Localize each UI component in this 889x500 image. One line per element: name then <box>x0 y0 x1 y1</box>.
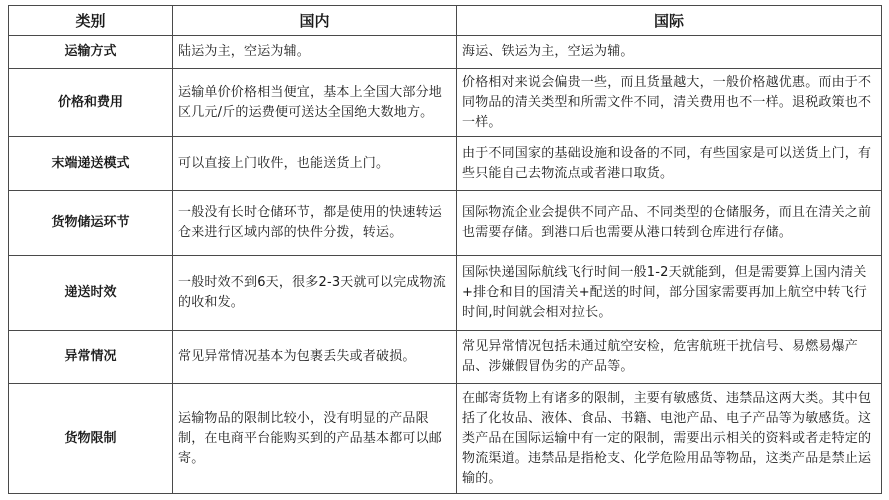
row-international: 由于不同国家的基础设施和设备的不同，有些国家是可以送货上门，有些只能自己去物流点或者港口取货。 <box>457 137 882 191</box>
row-category: 异常情况 <box>9 331 173 384</box>
header-row <box>9 6 882 36</box>
row-domestic: 一般时效不到6天，很多2-3天就可以完成物流的收和发。 <box>173 256 457 331</box>
table-row <box>9 137 882 191</box>
table-row <box>9 384 882 494</box>
row-domestic: 运输物品的限制比较小，没有明显的产品限制，在电商平台能购买到的产品基本都可以邮寄。 <box>173 384 457 494</box>
row-category: 递送时效 <box>9 256 173 331</box>
table-row <box>9 36 882 69</box>
header-domestic: 国内 <box>173 6 457 36</box>
header-international: 国际 <box>457 6 882 36</box>
table-row <box>9 331 882 384</box>
row-category: 末端递送模式 <box>9 137 173 191</box>
row-domestic: 陆运为主，空运为辅。 <box>173 36 457 69</box>
row-international: 在邮寄货物上有诸多的限制，主要有敏感货、违禁品这两大类。其中包括了化妆品、液体、食品、书籍、电池产品、电子产品等为敏感货。这类产品在国际运输中有一定的限制，需要出示相关的资料或者走特定的物流渠道。违禁品是指枪支、化学危险用品等物品，这类产品是禁止运输的。 <box>457 384 882 494</box>
row-category: 货物限制 <box>9 384 173 494</box>
row-international: 国际物流企业会提供不同产品、不同类型的仓储服务，而且在清关之前也需要存储。到港口后也需要从港口转到仓库进行存储。 <box>457 191 882 256</box>
row-international: 国际快递国际航线飞行时间一般1-2天就能到，但是需要算上国内清关+排仓和目的国清关+配送的时间，部分国家需要再加上航空中转飞行时间,时间就会相对拉长。 <box>457 256 882 331</box>
row-domestic: 常见异常情况基本为包裹丢失或者破损。 <box>173 331 457 384</box>
table-row <box>9 191 882 256</box>
table-row <box>9 256 882 331</box>
row-category: 价格和费用 <box>9 69 173 137</box>
comparison-table <box>8 5 882 494</box>
row-international: 海运、铁运为主，空运为辅。 <box>457 36 882 69</box>
row-domestic: 运输单价价格相当便宜，基本上全国大部分地区几元/斤的运费便可送达全国绝大数地方。 <box>173 69 457 137</box>
header-category: 类别 <box>9 6 173 36</box>
row-international: 价格相对来说会偏贵一些，而且货量越大，一般价格越优惠。而由于不同物品的清关类型和所需文件不同，清关费用也不一样。退税政策也不一样。 <box>457 69 882 137</box>
table-row <box>9 69 882 137</box>
row-category: 货物储运环节 <box>9 191 173 256</box>
row-domestic: 可以直接上门收件，也能送货上门。 <box>173 137 457 191</box>
row-international: 常见异常情况包括未通过航空安检，危害航班干扰信号、易燃易爆产品、涉嫌假冒伪劣的产品等。 <box>457 331 882 384</box>
row-category: 运输方式 <box>9 36 173 69</box>
row-domestic: 一般没有长时仓储环节，都是使用的快速转运仓来进行区域内部的快件分拨，转运。 <box>173 191 457 256</box>
